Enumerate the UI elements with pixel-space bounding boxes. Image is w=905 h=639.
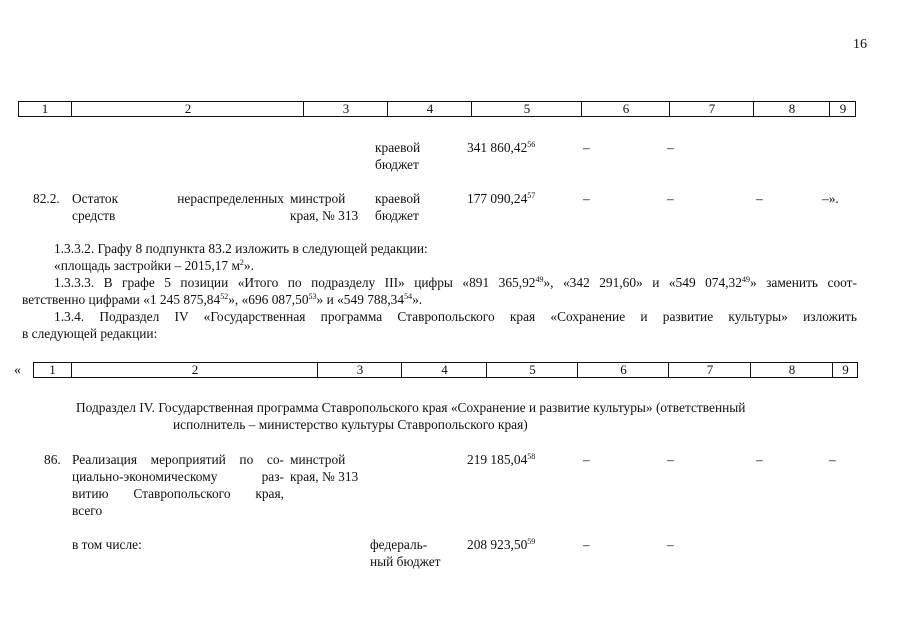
budget-cell: краевой бюджет bbox=[375, 140, 421, 172]
column-number: 6 bbox=[581, 102, 670, 116]
paragraph-1-3-4-line1: 1.3.4. Подраздел IV «Государственная программа Ставропольского края «Сохранение и развитие культуры» изложить bbox=[54, 309, 857, 324]
value-cell: –». bbox=[822, 191, 839, 206]
executor-cell: минстрой края, № 313 bbox=[290, 191, 359, 223]
executor-cell: минстрой края, № 313 bbox=[290, 452, 359, 484]
column-number: 6 bbox=[577, 363, 669, 377]
amount-cell: 208 923,50$^{59}$ bbox=[467, 537, 536, 552]
column-number: 1 bbox=[49, 362, 56, 377]
value-cell: – bbox=[667, 537, 674, 552]
subsection-title: Подраздел IV. Государственная программа Ставропольского края «Сохранение и развитие культуры» (ответственный исполнитель – министерство культуры Ставропольского края) bbox=[76, 400, 746, 432]
opening-quote: « bbox=[14, 363, 21, 378]
value-cell: – bbox=[667, 452, 674, 467]
column-number: 2 bbox=[71, 102, 304, 116]
column-number: 8 bbox=[750, 363, 833, 377]
column-number: 8 bbox=[753, 102, 830, 116]
value-cell: – bbox=[667, 140, 674, 155]
value-cell: – bbox=[583, 452, 590, 467]
column-number: 9 bbox=[829, 102, 856, 116]
column-number: 7 bbox=[669, 102, 754, 116]
paragraph-1-3-3-2-value: «площадь застройки – 2015,17 $м^2$». bbox=[54, 258, 254, 273]
amount-cell: 219 185,04$^{58}$ bbox=[467, 452, 536, 467]
column-number: 9 bbox=[832, 363, 858, 377]
column-number: 4 bbox=[387, 102, 472, 116]
row-number: 86. bbox=[44, 452, 61, 467]
budget-cell: федераль- ный бюджет bbox=[370, 537, 441, 569]
value-cell: – bbox=[829, 452, 836, 467]
paragraph-1-3-3-3-line2: ветственно цифрами «1 245 875,84$^{52}$», «696 087,50$^{53}$» и «549 788,34$^{54}$». bbox=[22, 292, 423, 307]
column-number: 2 bbox=[71, 363, 318, 377]
value-cell: – bbox=[583, 191, 590, 206]
column-number-header bbox=[33, 362, 858, 378]
column-number: 1 bbox=[41, 101, 49, 116]
value-cell: – bbox=[756, 452, 763, 467]
column-number-header bbox=[18, 101, 856, 117]
row-name-cell: Остаток нераспределенных средств bbox=[72, 191, 284, 223]
page-number: 16 bbox=[853, 37, 867, 52]
amount-cell: 341 860,42$^{56}$ bbox=[467, 140, 536, 155]
column-number: 4 bbox=[401, 363, 487, 377]
budget-cell: краевой бюджет bbox=[375, 191, 421, 223]
column-number: 7 bbox=[668, 363, 751, 377]
value-cell: – bbox=[756, 191, 763, 206]
column-number: 5 bbox=[486, 363, 578, 377]
value-cell: – bbox=[667, 191, 674, 206]
paragraph-1-3-4-line2: в следующей редакции: bbox=[22, 326, 158, 341]
column-number: 3 bbox=[317, 363, 402, 377]
column-number: 5 bbox=[471, 102, 582, 116]
row-number: 82.2. bbox=[33, 191, 60, 206]
including-label: в том числе: bbox=[72, 537, 142, 552]
column-number: 3 bbox=[303, 102, 388, 116]
amount-cell: 177 090,24$^{57}$ bbox=[467, 191, 536, 206]
value-cell: – bbox=[583, 537, 590, 552]
value-cell: – bbox=[583, 140, 590, 155]
paragraph-1-3-3-2: 1.3.3.2. Графу 8 подпункта 83.2 изложить в следующей редакции: bbox=[54, 241, 428, 256]
paragraph-1-3-3-3-line1: 1.3.3.3. В графе 5 позиции «Итого по подразделу III» цифры «891 365,92$^{49}$», «342 291,60» и «549 074,32$^{49}$» заменить соот- bbox=[54, 275, 857, 290]
row-name-cell: Реализация мероприятий по со- циально-экономическому раз- витию Ставропольского края, всего bbox=[72, 452, 284, 518]
